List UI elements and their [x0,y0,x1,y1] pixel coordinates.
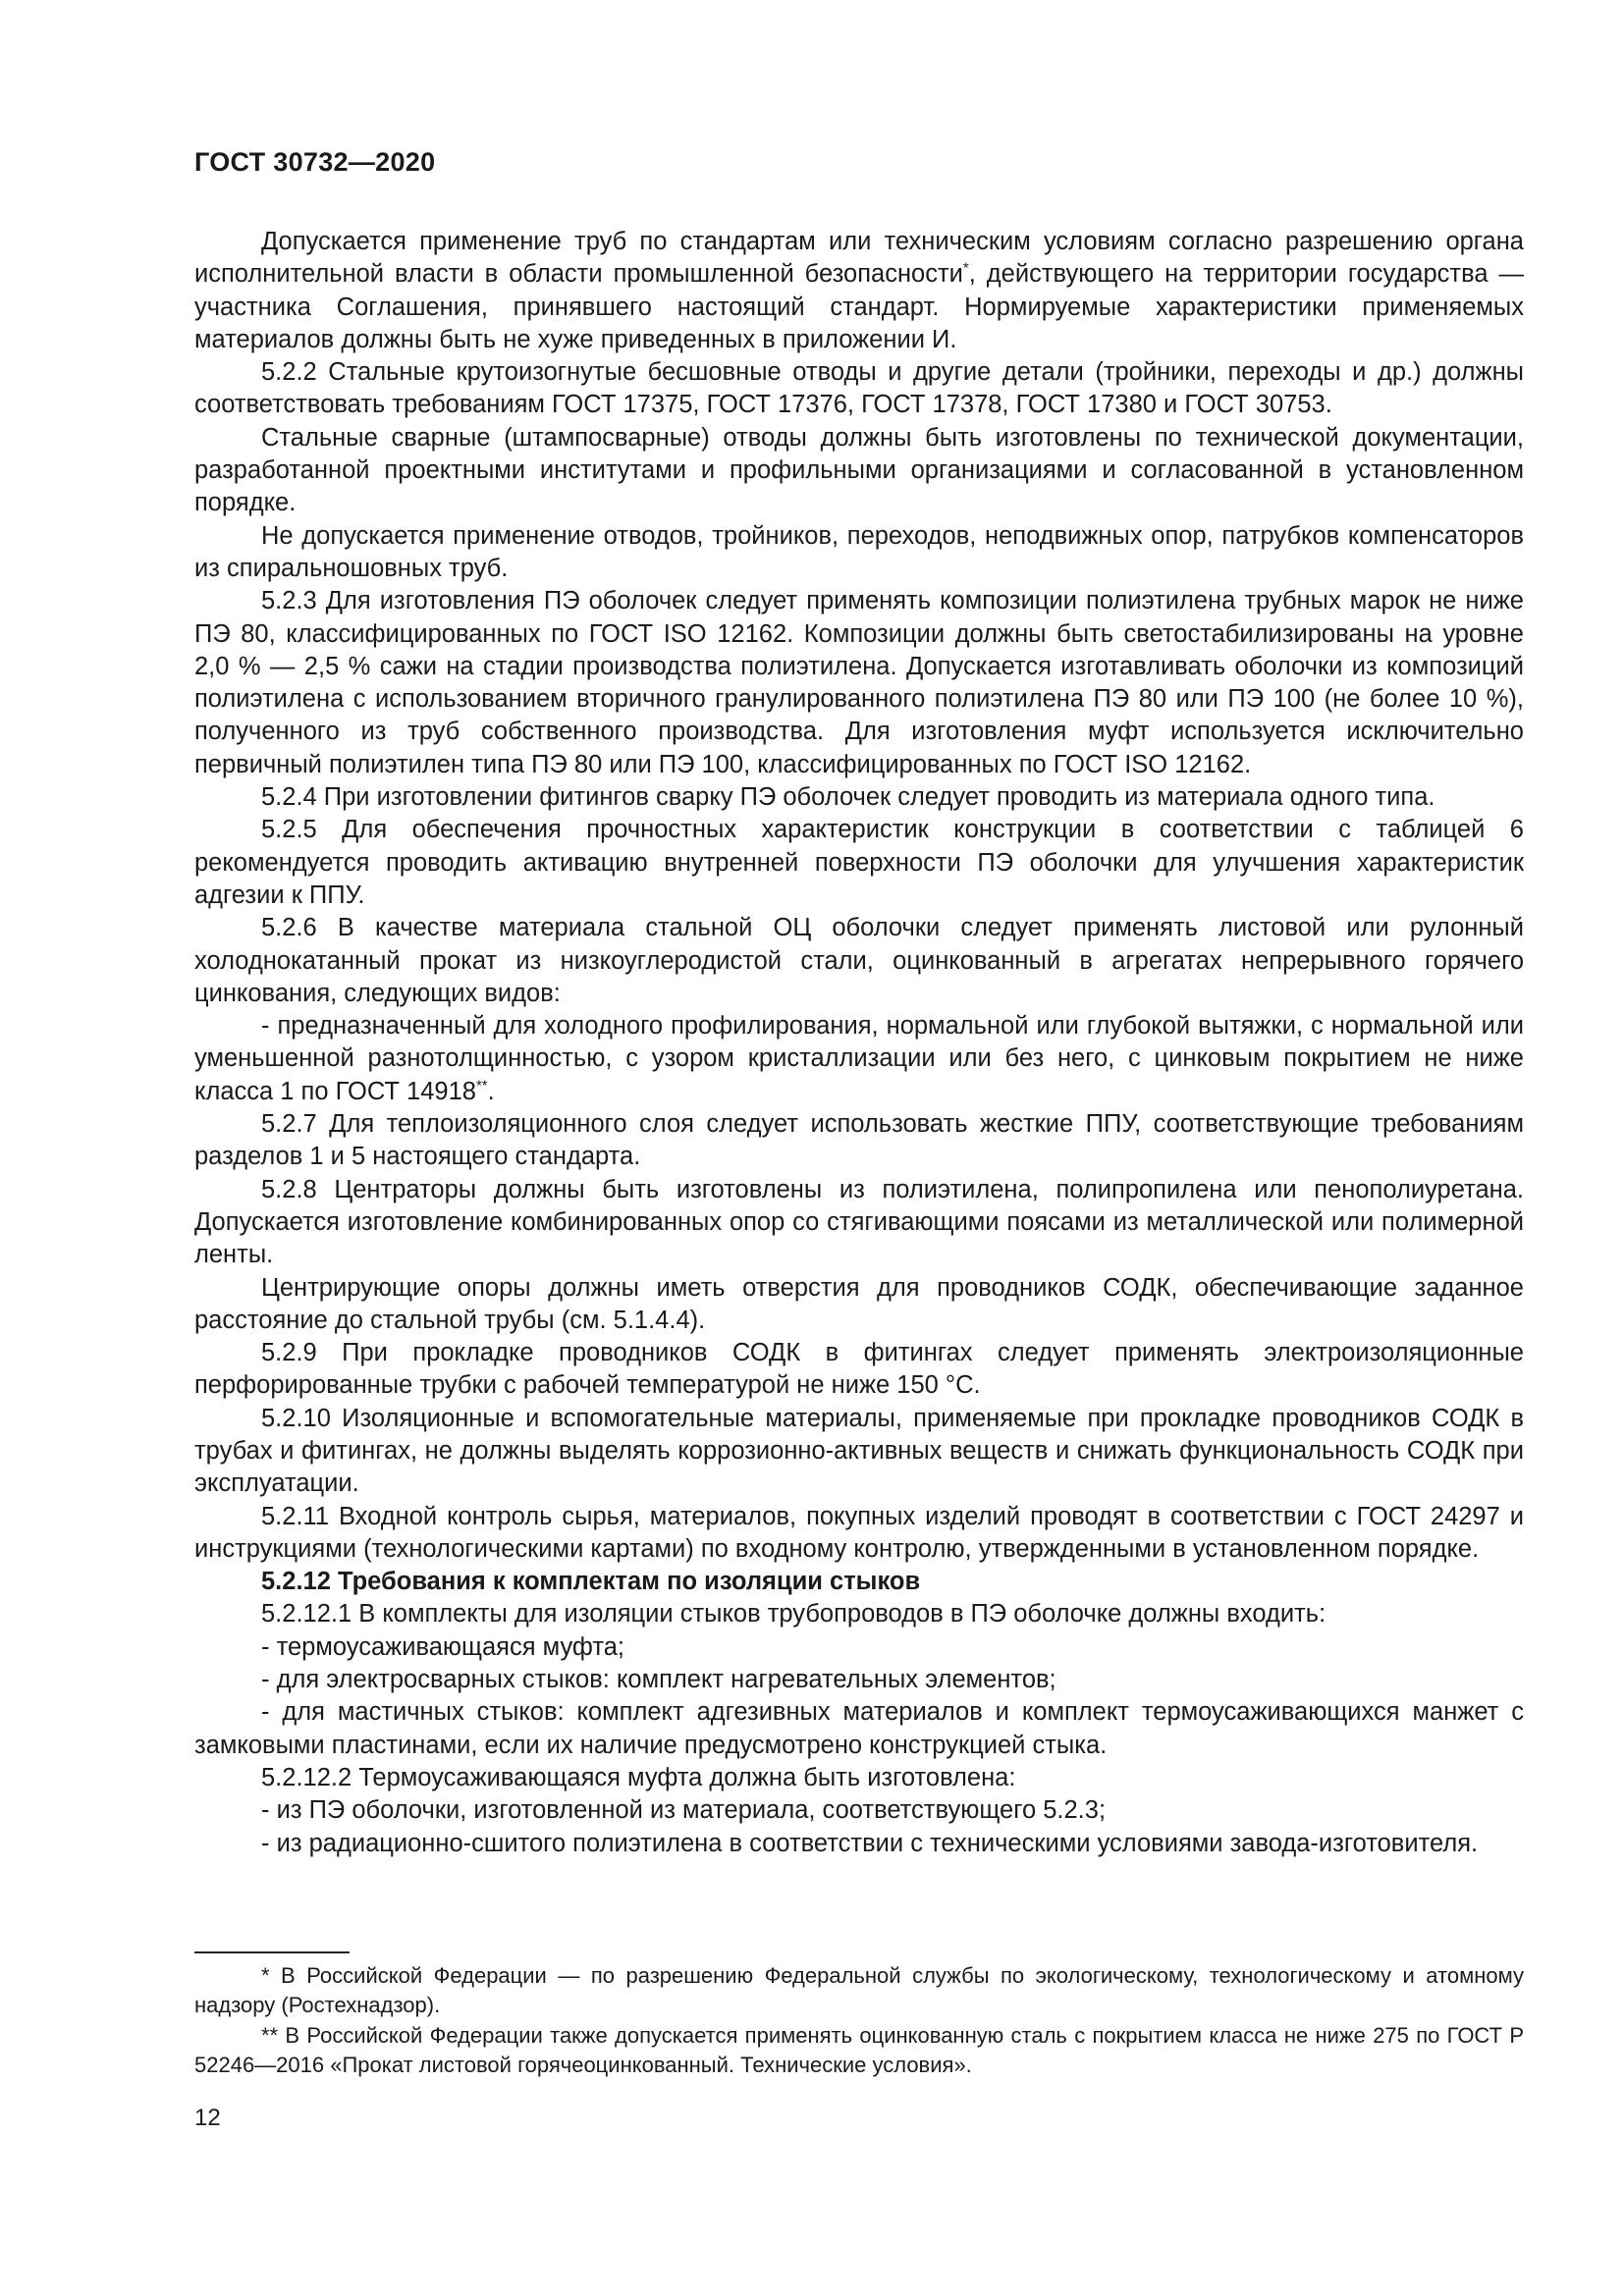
paragraph [194,1174,1524,1272]
paragraph-text: 5.2.12.1 В комплекты для изоляции стыков трубопроводов в ПЭ оболочке должны входить: [261,1600,1326,1629]
footnote-marker: * [962,259,969,277]
paragraph-text: Не допускается применение отводов, тройников, переходов, неподвижных опор, патрубков компенсаторов из спиральношовных труб. [194,521,1524,582]
paragraph-text: Стальные сварные (штампосварные) отводы должны быть изготовлены по технической документации, разработанной проектными институтами и профильными организациями и согласованной в установленном порядке. [194,423,1524,517]
paragraph-text: ** В Российской Федерации также допускается применять оцинкованную сталь с покрытием класса не ниже 275 по ГОСТ Р 52246—2016 «Прокат листовой горячеоцинкованный. Технические условия». [194,2023,1524,2077]
paragraph [194,1272,1524,1338]
paragraph [194,1501,1524,1567]
paragraph [194,1337,1524,1403]
paragraph [194,1762,1524,1794]
footnotes [194,1961,1524,2081]
paragraph [194,1696,1524,1762]
paragraph [194,1631,1524,1664]
paragraph [194,226,1524,356]
paragraph [194,1598,1524,1630]
paragraph-text: 5.2.3 Для изготовления ПЭ оболочек следует применять композиции полиэтилена трубных марок не ниже ПЭ 80, классифицированных по ГОСТ ISO 12162. Композиции должны быть светостабилизированы на уровне 2,0 % — 2,5 % сажи на стадии производства полиэтилена. Допускается изготавливать оболочки из композиций полиэтилена с использованием вторичного гранулированного полиэтилена ПЭ 80 или ПЭ 100 (не более 10 %), полученного из труб собственного производства. Для изготовления муфт используется исключительно первичный полиэтилен типа ПЭ 80 или ПЭ 100, классифицированных по ГОСТ ISO 12162. [194,587,1524,778]
paragraph-text: Допускается применение труб по стандартам или техническим условиям согласно разрешению органа исполнительной власти в области промышленной безопасности [194,228,1524,289]
paragraph-text: 5.2.5 Для обеспечения прочностных характеристик конструкции в соответствии с таблицей 6 рекомендуется проводить активацию внутренней поверхности ПЭ оболочки для улучшения характеристик адгезии к ППУ. [194,816,1524,909]
paragraph [194,422,1524,520]
paragraph-text: 5.2.10 Изоляционные и вспомогательные материалы, применяемые при прокладке проводников СОДК в трубах и фитингах, не должны выделять коррозионно-активных веществ и снижать функциональность СОДК при эксплуатации. [194,1404,1524,1498]
paragraph-text: 5.2.9 При прокладке проводников СОДК в фитингах следует применять электроизоляционные перфорированные трубки с рабочей температурой не ниже 150 °С. [194,1339,1524,1400]
footnote-marker: ** [475,1077,488,1095]
paragraph-text: . [487,1077,495,1105]
paragraph-text: 5.2.7 Для теплоизоляционного слоя следует использовать жесткие ППУ, соответствующие требованиям разделов 1 и 5 настоящего стандарта. [194,1110,1524,1171]
paragraph-text: 5.2.2 Стальные крутоизогнутые бесшовные отводы и другие детали (тройники, переходы и др.) должны соответствовать требованиям ГОСТ 17375, ГОСТ 17376, ГОСТ 17378, ГОСТ 17380 и ГОСТ 30753. [194,358,1524,419]
paragraph [194,356,1524,422]
paragraph [194,1794,1524,1827]
paragraph [194,520,1524,586]
paragraph-text: , действующего на территории государства — участника Соглашения, принявшего настоящий стандарт. Нормируемые характеристики применяемых материалов должны быть не хуже приведенных в приложении И. [194,260,1524,353]
paragraph [194,1108,1524,1174]
paragraph-text: 5.2.12.2 Термоусаживающаяся муфта должна быть изготовлена: [261,1763,1016,1791]
page-number: 12 [194,2105,221,2131]
paragraph-text: - из ПЭ оболочки, изготовленной из материала, соответствующего 5.2.3; [261,1796,1107,1825]
paragraph [194,814,1524,912]
paragraph [194,1664,1524,1696]
footnote-divider [194,1951,350,1953]
paragraph-text: - термоусаживающаяся муфта; [261,1632,624,1661]
paragraph-text: 5.2.4 При изготовлении фитингов сварку ПЭ оболочек следует проводить из материала одного типа. [261,783,1435,812]
paragraph [194,1828,1524,1860]
paragraph-text: - для электросварных стыков: комплект нагревательных элементов; [261,1666,1056,1694]
footnote [194,1961,1524,2019]
paragraph [194,1403,1524,1501]
document-header: ГОСТ 30732—2020 [194,147,436,177]
paragraph-text: * В Российской Федерации — по разрешению Федеральной службы по экологическому, технологическому и атомному надзору (Ростехнадзор). [194,1963,1524,2017]
paragraph-text: - из радиационно-сшитого полиэтилена в соответствии с техническими условиями завода-изготовителя. [261,1829,1479,1857]
paragraph-text: 5.2.12 Требования к комплектам по изоляции стыков [261,1568,921,1596]
body-text [194,226,1524,1860]
paragraph-text: Центрирующие опоры должны иметь отверстия для проводников СОДК, обеспечивающие заданное расстояние до стальной трубы (см. 5.1.4.4). [194,1273,1524,1334]
paragraph-text: - предназначенный для холодного профилирования, нормальной или глубокой вытяжки, с нормальной или уменьшенной разнотолщинностью, с узором кристаллизации или без него, с цинковым покрытием не ниже класса 1 по ГОСТ 14918 [194,1012,1524,1105]
paragraph-text: 5.2.8 Центраторы должны быть изготовлены из полиэтилена, полипропилена или пенополиуретана. Допускается изготовление комбинированных опор со стягивающими поясами из металлической или полимерной ленты. [194,1175,1524,1269]
paragraph [194,1010,1524,1108]
paragraph-text: 5.2.11 Входной контроль сырья, материалов, покупных изделий проводят в соответствии с ГОСТ 24297 и инструкциями (технологическими картами) по входному контролю, утвержденными в установленном порядке. [194,1502,1524,1563]
paragraph [194,585,1524,781]
paragraph-text: - для мастичных стыков: комплект адгезивных материалов и комплект термоусаживающихся манжет с замковыми пластинами, если их наличие предусмотрено конструкцией стыка. [194,1698,1524,1759]
paragraph-text: 5.2.6 В качестве материала стальной ОЦ оболочки следует применять листовой или рулонный холоднокатанный прокат из низкоуглеродистой стали, оцинкованный в агрегатах непрерывного горячего цинкования, следующих видов: [194,914,1524,1007]
paragraph [194,781,1524,814]
paragraph [194,1566,1524,1598]
paragraph [194,912,1524,1010]
footnote [194,2021,1524,2079]
